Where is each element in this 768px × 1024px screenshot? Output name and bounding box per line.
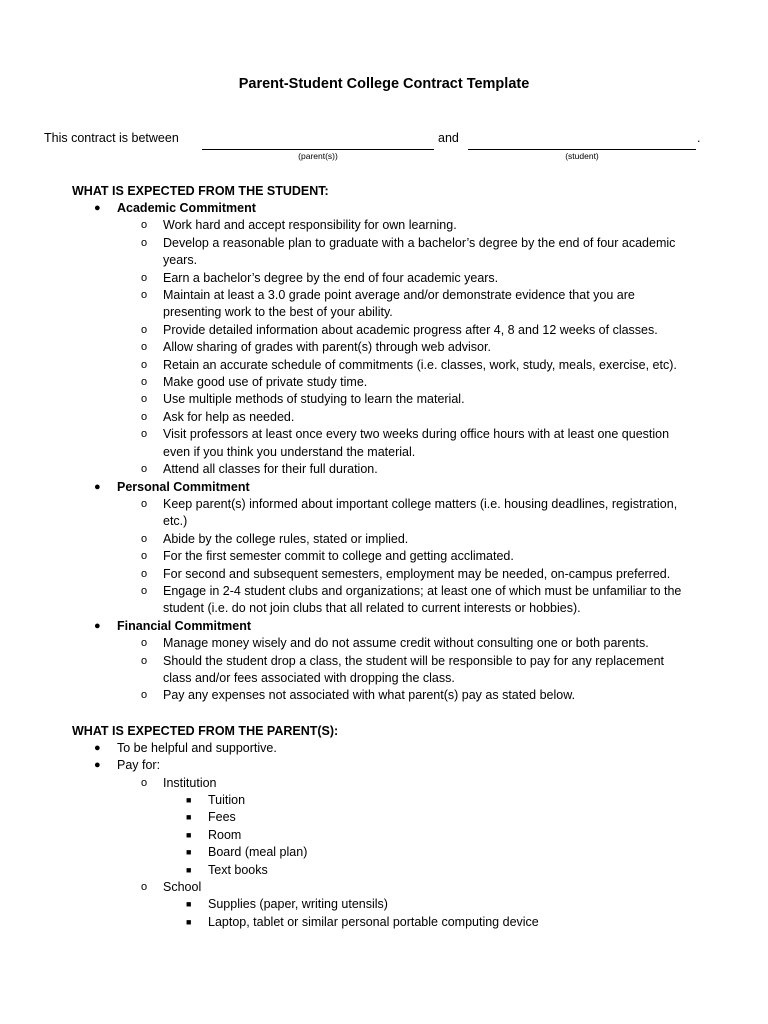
- list-item-text: Develop a reasonable plan to graduate with a bachelor’s degree by the end of four academic years.: [163, 235, 676, 268]
- list-item: [0, 566, 693, 583]
- list-item-text: Work hard and accept responsibility for own learning.: [163, 218, 457, 233]
- list-item-text: Manage money wisely and do not assume credit without consulting one or both parents.: [163, 636, 649, 651]
- list-item: [0, 862, 768, 879]
- list-item: ● Financial Commitment: [0, 618, 768, 635]
- circle-bullet-icon: o: [141, 289, 148, 302]
- institution-list: [0, 792, 768, 879]
- page-title: Parent-Student College Contract Template: [238, 76, 530, 92]
- list-item-text: Maintain at least a 3.0 grade point average and/or demonstrate evidence that you are presenting work to the best of your ability.: [163, 288, 635, 320]
- list-item-text: Keep parent(s) informed about important college matters (i.e. housing deadlines, registration, etc.): [163, 496, 678, 529]
- list-item-text: Tuition: [208, 793, 246, 807]
- list-item-text: Earn a bachelor’s degree by the end of four academic years.: [163, 270, 499, 285]
- list-item: [0, 635, 693, 652]
- circle-bullet-icon: o: [141, 689, 148, 702]
- contract-intro: This contract is between: [44, 131, 179, 145]
- list-item-text: Text books: [208, 862, 268, 877]
- list-item-text: Should the student drop a class, the student will be responsible to pay for any replacement class and/or fees associated with dropping the class.: [163, 653, 664, 685]
- list-item: [0, 357, 693, 374]
- circle-bullet-icon: o: [141, 428, 148, 441]
- list-item-text: Make good use of private study time.: [163, 375, 368, 390]
- list-item: [0, 792, 768, 809]
- list-item: ● Pay for:: [0, 757, 768, 774]
- list-item-text: Laptop, tablet or similar personal portable computing device: [208, 914, 539, 929]
- list-item: [0, 809, 768, 826]
- square-bullet-icon: ■: [186, 829, 192, 840]
- circle-bullet-icon: o: [141, 358, 148, 371]
- circle-bullet-icon: o: [141, 550, 148, 563]
- square-bullet-icon: ■: [186, 916, 192, 927]
- list-item: ● Academic Commitment: [0, 200, 768, 217]
- circle-bullet-icon: o: [141, 219, 148, 232]
- list-item: ● Personal Commitment: [0, 479, 768, 496]
- square-bullet-icon: ■: [186, 899, 192, 910]
- bullet-icon: ●: [94, 741, 101, 754]
- list-item: [0, 322, 693, 339]
- list-item: [0, 461, 693, 478]
- circle-bullet-icon: o: [141, 567, 148, 580]
- list-item: [0, 653, 693, 688]
- circle-bullet-icon: o: [141, 654, 148, 667]
- financial-list: [0, 635, 768, 705]
- list-item-text: Retain an accurate schedule of commitments (i.e. classes, work, study, meals, exercise, etc).: [163, 357, 677, 372]
- personal-list: [0, 496, 768, 618]
- circle-bullet-icon: o: [141, 463, 148, 476]
- square-bullet-icon: ■: [186, 812, 192, 823]
- list-item: [0, 496, 693, 531]
- list-item-text: Attend all classes for their full duration.: [163, 462, 378, 477]
- bullet-icon: ●: [94, 759, 101, 772]
- list-item-text: Supplies (paper, writing utensils): [208, 897, 388, 912]
- list-item: [0, 339, 693, 356]
- list-item-text: Board (meal plan): [208, 845, 308, 860]
- circle-bullet-icon: o: [141, 881, 148, 894]
- student-caption: (student): [565, 151, 599, 161]
- parent-section-heading: WHAT IS EXPECTED FROM THE PARENT(S):: [72, 723, 339, 738]
- contract-body: [0, 182, 768, 931]
- list-item: ● To be helpful and supportive.: [0, 740, 768, 757]
- circle-bullet-icon: o: [141, 776, 148, 789]
- circle-bullet-icon: o: [141, 323, 148, 336]
- circle-bullet-icon: o: [141, 393, 148, 406]
- list-item: [0, 914, 768, 931]
- contract-period: .: [697, 131, 701, 145]
- square-bullet-icon: ■: [186, 795, 192, 805]
- list-item: [0, 409, 693, 426]
- circle-bullet-icon: o: [141, 271, 148, 284]
- list-item: [0, 827, 768, 844]
- list-item-text: Visit professors at least once every two weeks during office hours with at least one question even if you think you understand the material.: [163, 427, 670, 459]
- list-item: [0, 844, 768, 861]
- circle-bullet-icon: o: [141, 410, 148, 423]
- student-name-line[interactable]: [468, 149, 696, 150]
- list-item: [0, 270, 693, 287]
- list-item: [0, 583, 693, 618]
- bullet-icon: ●: [94, 619, 101, 632]
- circle-bullet-icon: o: [141, 497, 148, 510]
- bullet-icon: ●: [94, 480, 101, 493]
- list-item: o Institution: [0, 775, 693, 792]
- list-item: [0, 426, 693, 461]
- list-item: [0, 548, 693, 565]
- bullet-icon: ●: [94, 202, 101, 214]
- square-bullet-icon: ■: [186, 847, 192, 858]
- circle-bullet-icon: o: [141, 341, 148, 354]
- list-item: [0, 896, 768, 913]
- list-item: [0, 531, 693, 548]
- parent-name-line[interactable]: [202, 149, 434, 150]
- list-item-text: Ask for help as needed.: [163, 409, 295, 424]
- parent-caption: (parent(s)): [298, 151, 338, 161]
- circle-bullet-icon: o: [141, 532, 148, 545]
- list-item-text: Allow sharing of grades with parent(s) through web advisor.: [163, 340, 491, 355]
- list-item-text: Provide detailed information about academic progress after 4, 8 and 12 weeks of classes.: [163, 322, 658, 337]
- list-item-text: Engage in 2-4 student clubs and organizations; at least one of which must be unfamiliar to the student (i.e. do not join clubs that all related to current interests or hobbies).: [163, 583, 682, 616]
- list-item-text: For the first semester commit to college and getting acclimated.: [163, 549, 514, 564]
- list-item: [0, 217, 693, 234]
- school-list: [0, 896, 768, 931]
- circle-bullet-icon: o: [141, 236, 148, 249]
- list-item: [0, 235, 693, 270]
- list-item: [0, 687, 693, 704]
- circle-bullet-icon: o: [141, 376, 148, 389]
- student-section-heading: WHAT IS EXPECTED FROM THE STUDENT:: [72, 184, 329, 198]
- list-item: o School: [0, 879, 693, 896]
- square-bullet-icon: ■: [186, 864, 192, 875]
- list-item-text: Use multiple methods of studying to learn the material.: [163, 392, 465, 407]
- academic-list: [0, 217, 768, 478]
- contract-and: and: [438, 131, 459, 145]
- list-item-text: Pay any expenses not associated with what parent(s) pay as stated below.: [163, 688, 576, 703]
- list-item-text: For second and subsequent semesters, employment may be needed, on-campus preferred.: [163, 566, 671, 581]
- list-item: [0, 287, 693, 322]
- list-item-text: Abide by the college rules, stated or implied.: [163, 531, 409, 546]
- list-item-text: Fees: [208, 810, 236, 825]
- list-item: [0, 391, 693, 408]
- circle-bullet-icon: o: [141, 637, 148, 650]
- list-item-text: Room: [208, 827, 242, 842]
- list-item: [0, 374, 693, 391]
- circle-bullet-icon: o: [141, 584, 148, 597]
